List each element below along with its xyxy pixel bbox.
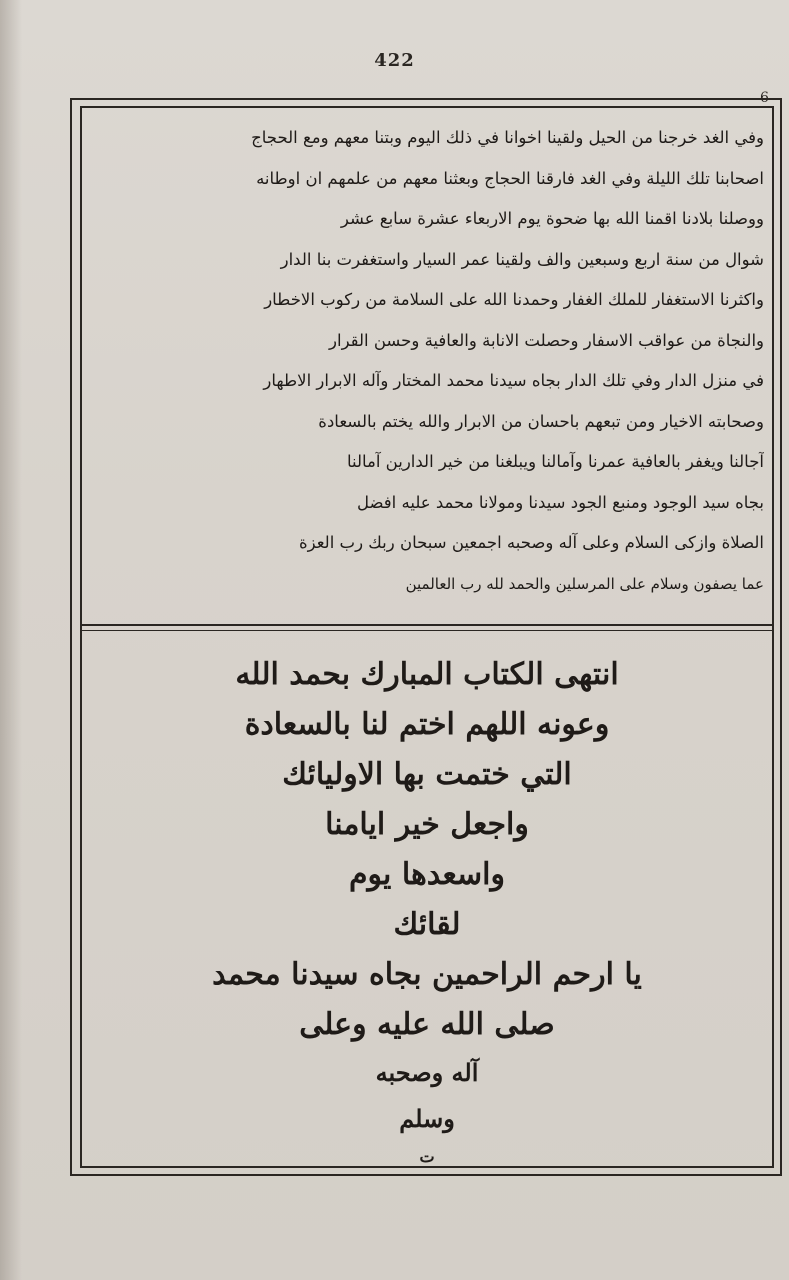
colophon-line: انتهى الكتاب المبارك بحمد الله: [235, 657, 619, 692]
colophon-line: وعونه اللهم اختم لنا بالسعادة: [244, 707, 610, 742]
text-line: بجاه سيد الوجود ومنبع الجود سيدنا ومولانا محمد عليه افضل: [356, 492, 764, 512]
colophon-mark: ت: [419, 1147, 435, 1166]
text-line: اصحابنا تلك الليلة وفي الغد فارقنا الحجاج وبعثنا معهم من علمهم ان اوطانه: [256, 168, 764, 188]
colophon-line: وسلم: [399, 1104, 455, 1133]
text-line: وصحابته الاخيار ومن تبعهم باحسان من الابرار والله يختم بالسعادة: [318, 411, 764, 431]
colophon-line: واجعل خير ايامنا: [325, 807, 529, 842]
body-text-block: [92, 118, 764, 604]
text-line: عما يصفون وسلام على المرسلين والحمد لله رب العالمين: [405, 574, 764, 593]
colophon-line: واسعدها يوم: [348, 857, 505, 892]
text-line: ووصلنا بلادنا اقمنا الله بها ضحوة يوم الاربعاء عشرة سابع عشر: [340, 209, 764, 228]
text-line: والنجاة من عواقب الاسفار وحصلت الانابة والعافية وحسن القرار: [329, 330, 764, 350]
section-divider-thin: [80, 630, 774, 631]
colophon-line: آله وصحبه: [375, 1058, 479, 1087]
section-divider: [80, 624, 774, 626]
colophon-line: التي ختمت بها الاوليائك: [282, 757, 572, 792]
text-line: واكثرنا الاستغفار للملك الغفار وحمدنا الله على السلامة من ركوب الاخطار: [264, 290, 764, 309]
text-line: آجالنا ويغفر بالعافية عمرنا وآمالنا ويبلغنا من خير الدارين آمالنا: [346, 452, 764, 471]
text-line: الصلاة وازكى السلام وعلى آله وصحبه اجمعين سبحان ربك رب العزة: [298, 533, 764, 552]
colophon-block: [110, 650, 744, 1172]
text-line: شوال من سنة اربع وسبعين والف ولقينا عمر السيار واستغفرت بنا الدار: [280, 249, 764, 269]
colophon-line: صلى الله عليه وعلى: [299, 1007, 555, 1042]
colophon-line: يا ارحم الراحمين بجاه سيدنا محمد: [212, 957, 642, 992]
colophon-line: لقائك: [393, 907, 461, 942]
corner-mark: 6: [760, 90, 769, 106]
page-number: 422: [374, 50, 415, 71]
text-line: وفي الغد خرجنا من الحيل ولقينا اخوانا في ذلك اليوم وبتنا معهم ومع الحجاج: [251, 128, 764, 147]
page-edge-shadow: [0, 0, 22, 1280]
text-line: في منزل الدار وفي تلك الدار بجاه سيدنا محمد المختار وآله الابرار الاطهار: [263, 371, 764, 390]
